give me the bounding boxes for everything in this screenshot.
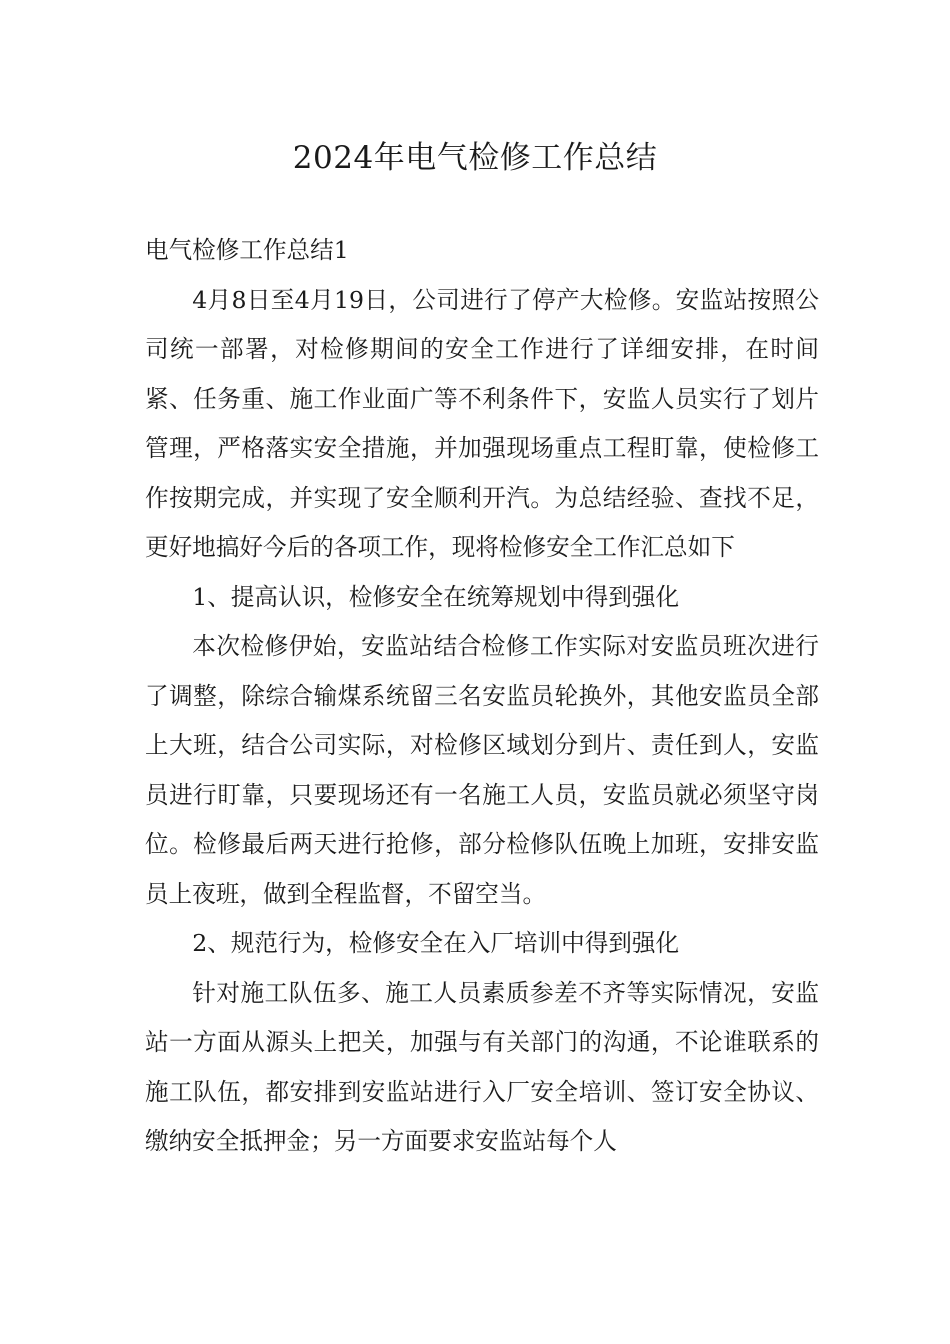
subheading-1: 1、提高认识，检修安全在统筹规划中得到强化: [192, 582, 680, 611]
document-title: 2024年电气检修工作总结: [292, 140, 658, 176]
paragraph-2: 针对施工队伍多、施工人员素质参差不齐等实际情况，安监站一方面从源头上把关，加强与有关部门的沟通，不论谁联系的施工队伍，都安排到安监站进行入厂安全培训、签订安全协议、缴纳安全抵押金；另一方面要求安监站每个人: [145, 978, 819, 1155]
document-body: [145, 226, 819, 1167]
paragraph-intro: 4月8日至4月19日，公司进行了停产大检修。安监站按照公司统一部署，对检修期间的安全工作进行了详细安排，在时间紧、任务重、施工作业面广等不利条件下，安监人员实行了划片管理，严格落实安全措施，并加强现场重点工程盯靠，使检修工作按期完成，并实现了安全顺利开汽。为总结经验、查找不足，更好地搞好今后的各项工作，现将检修安全工作汇总如下: [145, 285, 819, 561]
subheading-2: 2、规范行为，检修安全在入厂培训中得到强化: [192, 929, 680, 957]
section-heading: 电气检修工作总结1: [145, 236, 349, 264]
paragraph-1: 本次检修伊始，安监站结合检修工作实际对安监员班次进行了调整，除综合输煤系统留三名安监员轮换外，其他安监员全部上大班，结合公司实际，对检修区域划分到片、责任到人，安监员进行盯靠，只要现场还有一名施工人员，安监员就必须坚守岗位。检修最后两天进行抢修，部分检修队伍晚上加班，安排安监员上夜班，做到全程监督，不留空当。: [145, 632, 819, 908]
